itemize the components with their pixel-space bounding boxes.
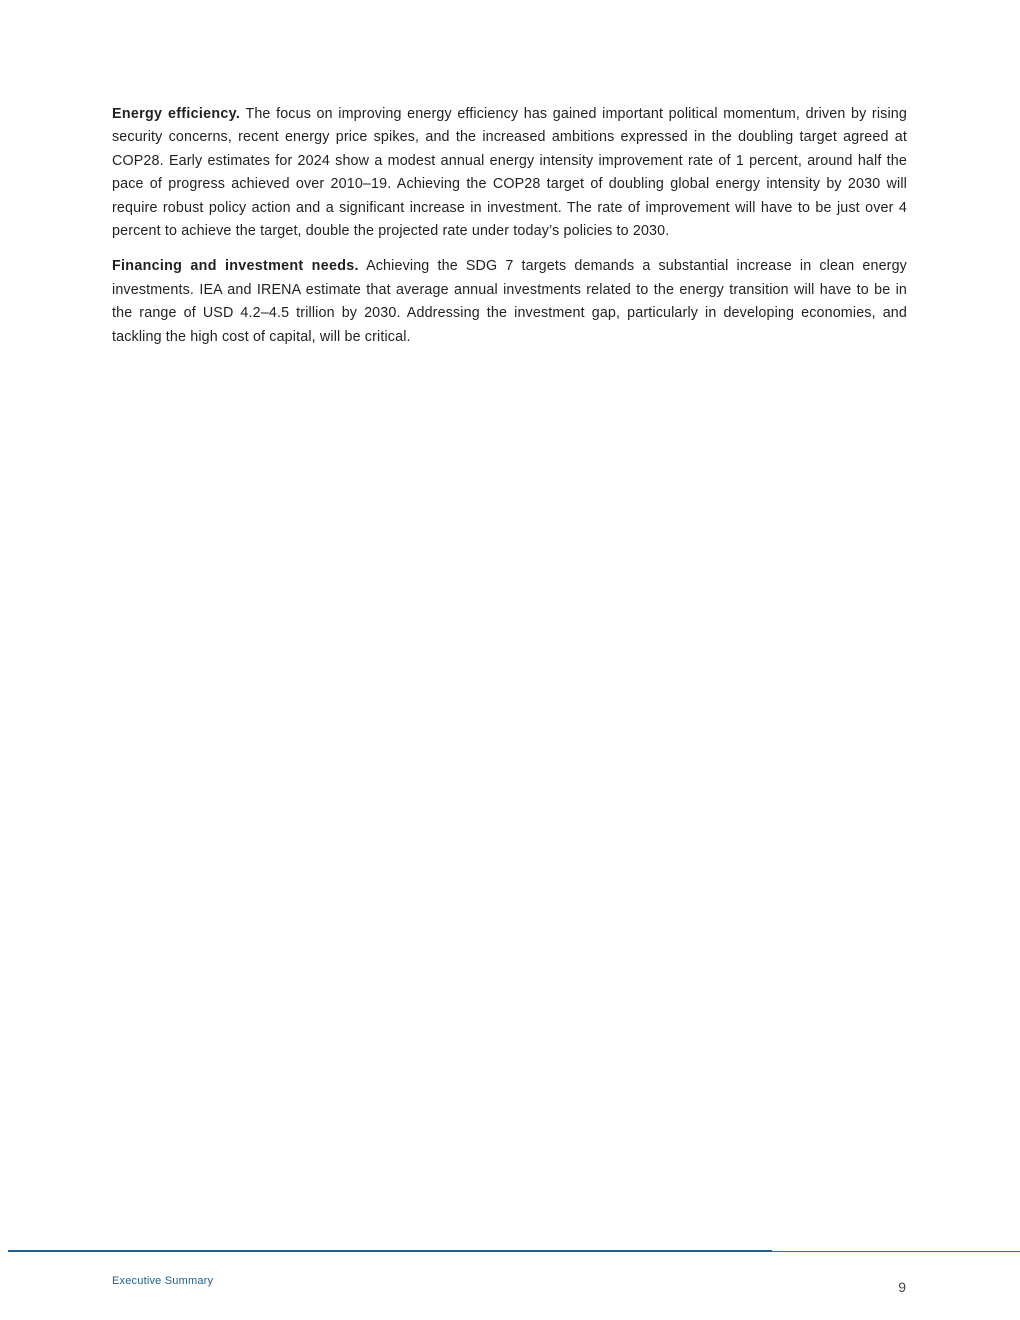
paragraph-lead: Financing and investment needs.: [112, 258, 359, 275]
footer-divider: [8, 1250, 1020, 1254]
paragraph-financing: [112, 255, 907, 349]
page-number: 9: [898, 1279, 906, 1295]
paragraph-text: The focus on improving energy efficiency has gained important political momentum, driven by rising security concerns, recent energy price spikes, and the increased ambitions expressed in the doubling target agreed at COP28. Early estimates for 2024 show a modest annual energy intensity improvement rate of 1 percent, around half the pace of progress achieved over 2010–19. Achieving the COP28 target of doubling global energy intensity by 2030 will require robust policy action and a significant increase in investment. The rate of improvement will have to be just over 4 percent to achieve the target, double the projected rate under today’s policies to 2030.: [112, 106, 907, 240]
footer-section-label: Executive Summary: [112, 1275, 214, 1287]
footer-divider-thin: [772, 1251, 1020, 1252]
paragraph-text: Achieving the SDG 7 targets demands a substantial increase in clean energy investments. IEA and IRENA estimate that average annual investments related to the energy transition will have to be in the range of USD 4.2–4.5 trillion by 2030. Addressing the investment gap, particularly in developing economies, and tackling the high cost of capital, will be critical.: [112, 258, 907, 345]
footer-divider-thick: [8, 1250, 772, 1252]
document-body: [112, 103, 907, 361]
paragraph-lead: Energy efficiency.: [112, 106, 241, 122]
paragraph-energy-efficiency: [112, 103, 907, 243]
